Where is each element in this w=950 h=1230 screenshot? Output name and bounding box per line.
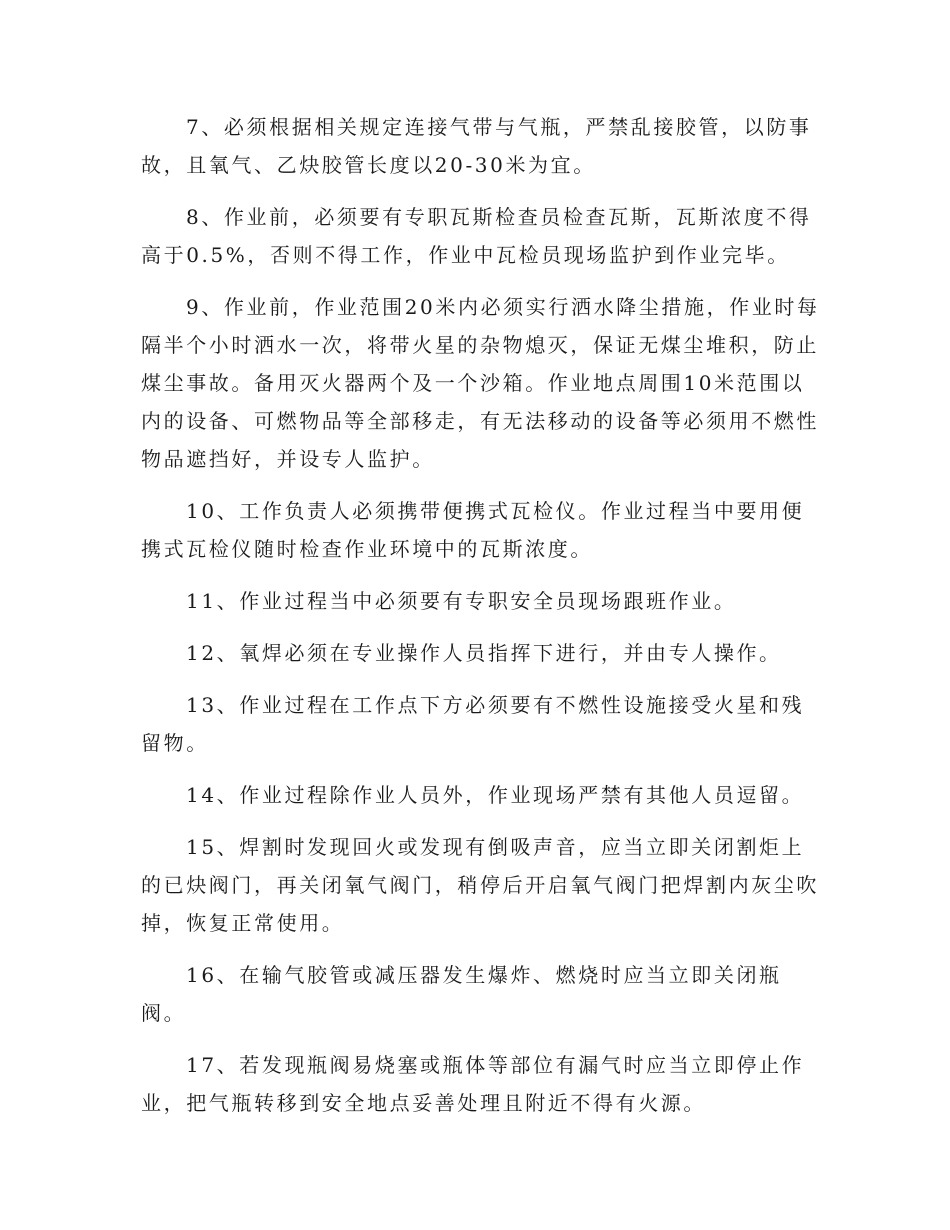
paragraph-item-15: 15、焊割时发现回火或发现有倒吸声音，应当立即关闭割炬上的已炔阀门，再关闭氧气阀门，稍停后开启氧气阀门把焊割内灰尘吹掉，恢复正常使用。 (141, 835, 819, 935)
paragraph-item-13: 13、作业过程在工作点下方必须要有不燃性设施接受火星和残留物。 (141, 693, 805, 755)
paragraph-item-14: 14、作业过程除作业人员外，作业现场严禁有其他人员逗留。 (186, 783, 805, 807)
paragraph-item-10: 10、工作负责人必须携带便携式瓦检仪。作业过程当中要用便携式瓦检仪随时检查作业环境中的瓦斯浓度。 (141, 499, 805, 561)
paragraph-item-11: 11、作业过程当中必须要有专职安全员现场跟班作业。 (186, 589, 737, 613)
paragraph-item-12: 12、氧焊必须在专业操作人员指挥下进行，并由专人操作。 (186, 641, 782, 665)
paragraph-item-17: 17、若发现瓶阀易烧塞或瓶体等部位有漏气时应当立即停止作业，把气瓶转移到安全地点妥善处理且附近不得有火源。 (141, 1053, 805, 1115)
paragraph-item-16: 16、在输气胶管或减压器发生爆炸、燃烧时应当立即关闭瓶阀。 (141, 963, 782, 1025)
paragraph-item-7: 7、必须根据相关规定连接气带与气瓶，严禁乱接胶管，以防事故，且氧气、乙炔胶管长度以20-30米为宜。 (141, 115, 812, 177)
paragraph-item-9: 9、作业前，作业范围20米内必须实行洒水降尘措施，作业时每隔半个小时洒水一次，将带火星的杂物熄灭，保证无煤尘堆积，防止煤尘事故。备用灭火器两个及一个沙箱。作业地点周围10米范围以内的设备、可燃物品等全部移走，有无法移动的设备等必须用不燃性物品遮挡好，并设专人监护。 (141, 295, 820, 471)
document-body (141, 108, 821, 1136)
paragraph-item-8: 8、作业前，必须要有专职瓦斯检查员检查瓦斯，瓦斯浓度不得高于0.5%，否则不得工作，作业中瓦检员现场监护到作业完毕。 (141, 205, 812, 267)
